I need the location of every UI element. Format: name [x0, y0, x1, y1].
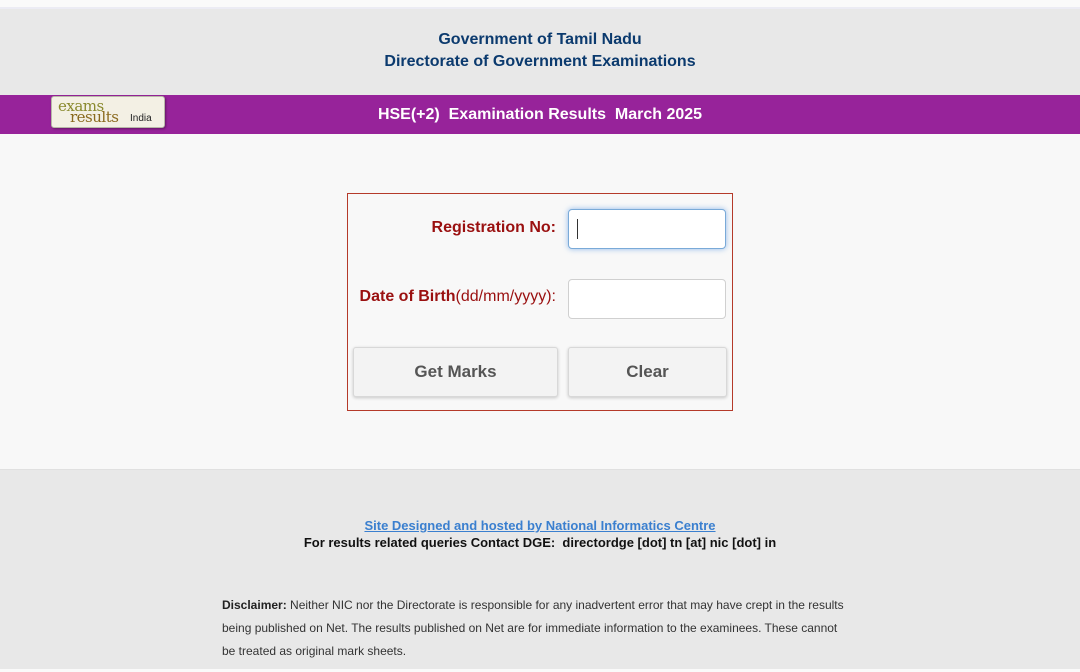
- exams-results-india-logo[interactable]: [51, 96, 165, 128]
- nic-link[interactable]: Site Designed and hosted by National Informatics Centre: [364, 518, 716, 533]
- header-line-2: Directorate of Government Examinations: [384, 53, 696, 70]
- logo-word-results: results: [70, 108, 119, 126]
- registration-label: Registration No:: [431, 219, 556, 236]
- clear-button[interactable]: Clear: [568, 347, 727, 397]
- logo-word-exams: exams: [58, 97, 104, 115]
- header-line-1: Government of Tamil Nadu: [438, 31, 642, 48]
- results-form: [347, 193, 733, 411]
- get-marks-button[interactable]: Get Marks: [353, 347, 558, 397]
- top-strip: [0, 0, 1080, 9]
- contact-text: For results related queries Contact DGE: directordge [dot] tn [at] nic [dot] in: [303, 535, 777, 550]
- registration-input[interactable]: [568, 209, 726, 249]
- dob-label: [360, 288, 556, 306]
- government-header: [0, 9, 1080, 95]
- footer: [0, 469, 1080, 669]
- dob-format-text: (dd/mm/yyyy):: [455, 288, 556, 305]
- disclaimer-text: Neither NIC nor the Directorate is responsible for any inadvertent error that may have crept in the results being published on Net. The results published on Net are for immediate information to the examinees. These cannot be treated as original mark sheets.: [222, 598, 844, 658]
- text-cursor: [577, 219, 578, 239]
- dob-input[interactable]: [568, 279, 726, 319]
- disclaimer-label: Disclaimer:: [222, 598, 287, 612]
- logo-word-india: India: [130, 113, 152, 124]
- page-title: HSE(+2) Examination Results March 2025: [377, 106, 703, 123]
- dob-label-text: Date of Birth: [359, 288, 456, 305]
- disclaimer: [222, 594, 852, 663]
